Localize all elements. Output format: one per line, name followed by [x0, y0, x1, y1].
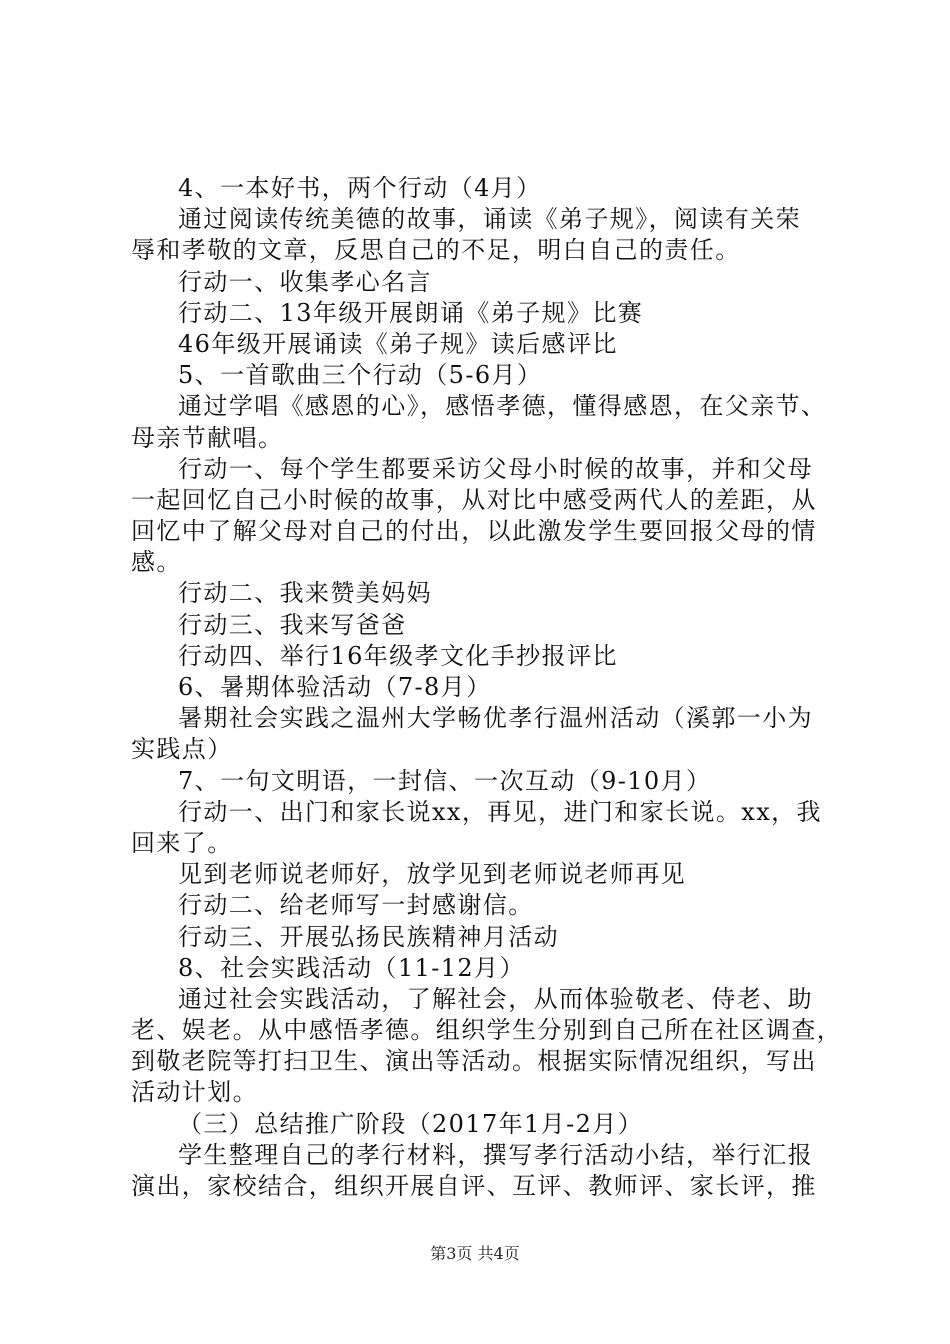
paragraph-line: 母亲节献唱。 — [131, 423, 284, 452]
heading-6-summer: 6、暑期体验活动（7-8月） — [178, 673, 492, 701]
paragraph-line: 老、娱老。从中感悟孝德。组织学生分别到自己所在社区调查， — [131, 1016, 843, 1045]
action-item: 行动二、13年级开展朗诵《弟子规》比赛 — [178, 298, 644, 327]
paragraph-line: 实践点） — [131, 735, 233, 764]
paragraph-line: 演出，家校结合，组织开展自评、互评、教师评、家长评，推 — [131, 1172, 817, 1200]
paragraph-line: 行动一、每个学生都要采访父母小时候的故事，并和父母 — [178, 454, 813, 483]
paragraph-line: 回忆中了解父母对自己的付出，以此激发学生要回报父母的情 — [131, 517, 817, 546]
heading-7-civil-words: 7、一句文明语，一封信、一次互动（9-10月） — [178, 766, 712, 795]
paragraph-line: 暑期社会实践之温州大学畅优孝行温州活动（溪郭一小为 — [178, 704, 813, 733]
document-body — [131, 173, 843, 1202]
paragraph-line: 辱和孝敬的文章，反思自己的不足，明白自己的责任。 — [131, 236, 741, 265]
heading-4-good-book: 4、一本好书，两个行动（4月） — [178, 174, 542, 202]
page-number-footer: 第3页 共4页 — [430, 1244, 520, 1263]
paragraph-line: 通过阅读传统美德的故事，诵读《弟子规》，阅读有关荣 — [178, 205, 801, 234]
action-item: 46年级开展诵读《弟子规》读后感评比 — [178, 329, 618, 358]
action-item: 行动三、开展弘扬民族精神月活动 — [178, 922, 559, 951]
paragraph-line: 行动一、出门和家长说xx，再见，进门和家长说。xx，我 — [178, 797, 822, 826]
paragraph-line: 通过学唱《感恩的心》，感悟孝德，懂得感恩，在父亲节、 — [178, 392, 827, 421]
action-item: 行动三、我来写爸爸 — [178, 610, 407, 639]
heading-8-social-practice: 8、社会实践活动（11-12月） — [178, 953, 525, 982]
paragraph-line: 感。 — [131, 548, 182, 577]
paragraph-line: 一起回忆自己小时候的故事，从对比中感受两代人的差距，从 — [131, 485, 817, 514]
paragraph-line: 见到老师说老师好，放学见到老师说老师再见 — [178, 860, 686, 889]
paragraph-line: 到敬老院等打扫卫生、演出等活动。根据实际情况组织，写出 — [131, 1047, 817, 1076]
action-item: 行动四、举行16年级孝文化手抄报评比 — [178, 641, 618, 670]
paragraph-line: 通过社会实践活动，了解社会，从而体验敬老、侍老、助 — [178, 984, 813, 1013]
action-item: 行动一、收集孝心名言 — [178, 267, 432, 296]
action-item: 行动二、我来赞美妈妈 — [178, 579, 432, 608]
paragraph-line: 活动计划。 — [131, 1078, 258, 1107]
section-heading-summary-stage: （三）总结推广阶段（2017年1月-2月） — [178, 1109, 644, 1138]
paragraph-line: 回来了。 — [131, 828, 233, 857]
heading-5-song: 5、一首歌曲三个行动（5-6月） — [178, 361, 543, 390]
action-item: 行动二、给老师写一封感谢信。 — [178, 891, 534, 920]
paragraph-line: 学生整理自己的孝行材料，撰写孝行活动小结，举行汇报 — [178, 1140, 813, 1169]
